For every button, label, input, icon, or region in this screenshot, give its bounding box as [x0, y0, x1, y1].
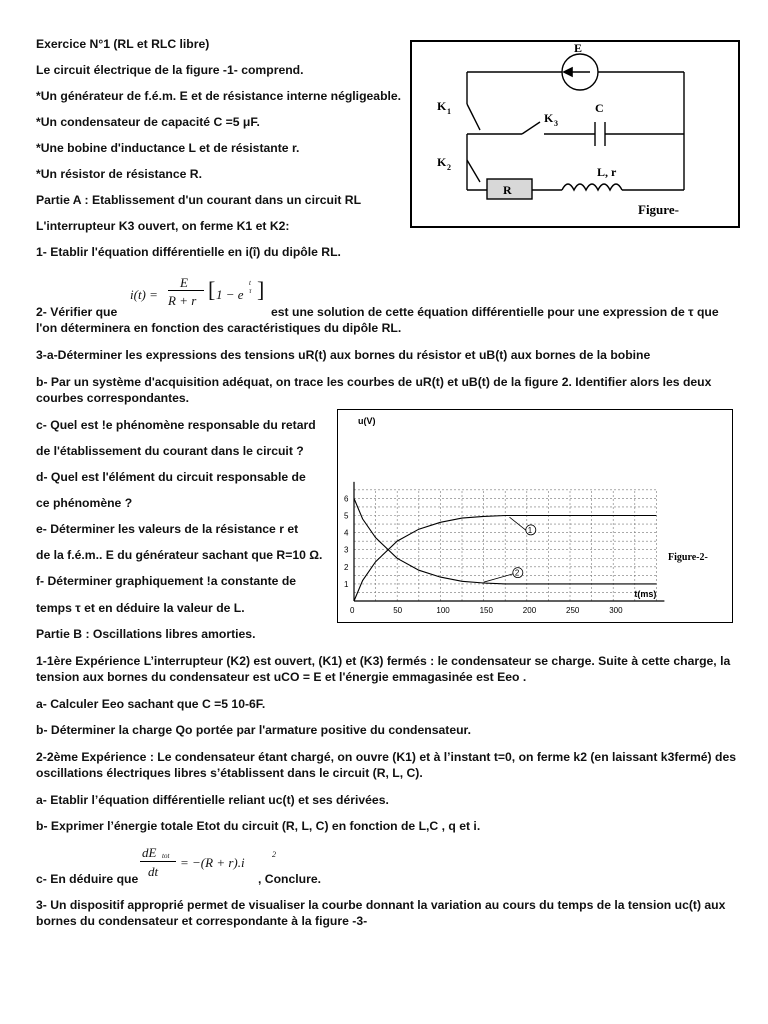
y-tick-label: 1 [344, 579, 349, 589]
text-line: temps τ et en déduire la valeur de L. [36, 601, 245, 615]
y-tick-label: 4 [344, 528, 349, 538]
svg-text:3: 3 [554, 119, 558, 128]
text-line: c- En déduire que [36, 872, 139, 886]
svg-text:2: 2 [447, 163, 451, 172]
text-line: d- Quel est l'élément du circuit responsable de [36, 470, 306, 484]
marker-label: 1 [527, 525, 533, 535]
text-line: l'on déterminera en fonction des caractéristiques du dipôle RL. [36, 321, 402, 335]
text-line: f- Déterminer graphiquement !a constante de [36, 574, 297, 588]
text-line: b- Exprimer l’énergie totale Etot du circuit (R, L, C) en fonction de L,C , q et i. [36, 819, 481, 833]
circuit-figure [410, 40, 740, 228]
x-tick-label: 50 [393, 606, 403, 615]
uR-uB-chart [338, 410, 732, 622]
text-line: oscillations électriques libres s’établissent dans le circuit (R, L, C). [36, 766, 423, 780]
label-R: R [503, 183, 512, 197]
label-C: C [595, 101, 604, 115]
text-line: *Un générateur de f.é.m. E et de résistance interne négligeable. [36, 89, 402, 103]
text-line: *Un résistor de résistance R. [36, 167, 202, 181]
text-line: de l'établissement du courant dans le circuit ? [36, 444, 304, 458]
label-K2: K [437, 155, 447, 169]
text-line: 3-a-Déterminer les expressions des tensions uR(t) aux bornes du résistor et uB(t) aux bornes de la bobine [36, 348, 651, 362]
text-line: L'interrupteur K3 ouvert, on ferme K1 et K2: [36, 219, 290, 233]
marker-label: 2 [514, 568, 520, 578]
label-K3: K [544, 111, 554, 125]
text-line: b- Par un système d'acquisition adéquat, on trace les courbes de uR(t) et uB(t) de la figure 2. Identifier alors les deux [36, 375, 712, 389]
text-line: b- Déterminer la charge Qo portée par l'armature positive du condensateur. [36, 723, 471, 737]
text-line: 1- Etablir l'équation différentielle en i(î) du dipôle RL. [36, 245, 341, 259]
text-line: , Conclure. [258, 872, 321, 886]
text-line: tension aux bornes du condensateur est uCO = E et l'énergie emmagasinée est Eeo . [36, 670, 527, 684]
text-line: 3- Un dispositif approprié permet de visualiser la courbe donnant la variation au cours du temps de la tension uc(t) aux [36, 898, 726, 912]
x-tick-label: 300 [609, 606, 623, 615]
text-line: a- Calculer Eeo sachant que C =5 10-6F. [36, 697, 266, 711]
circuit-diagram [412, 42, 738, 226]
y-tick-label: 6 [344, 494, 349, 504]
x-tick-label: 0 [350, 606, 355, 615]
marker-arrow [510, 517, 527, 531]
text-line: Le circuit électrique de la figure -1- comprend. [36, 63, 304, 77]
label-Lr: L, r [597, 165, 617, 179]
svg-text:1: 1 [447, 107, 451, 116]
chart-figure [337, 409, 733, 623]
text-line: c- Quel est !e phénomène responsable du retard [36, 418, 316, 432]
energy-equation: dE tot dt = −(R + r).i 2 [142, 845, 276, 879]
x-tick-label: 200 [522, 606, 537, 615]
exercise-title: Exercice N°1 (RL et RLC libre) [36, 37, 210, 51]
text-line: courbes correspondantes. [36, 391, 190, 405]
text-line: ce phénomène ? [36, 496, 133, 510]
x-tick-label: 250 [566, 606, 580, 615]
y-axis-label: u(V) [358, 416, 376, 426]
current-equation: i(t) = E R + r [ 1 − e t τ ] [130, 275, 265, 308]
x-axis-label: t(ms) [634, 589, 657, 599]
y-tick-label: 3 [344, 545, 349, 555]
text-line: bornes du condensateur et correspondante à la figure -3- [36, 914, 368, 928]
text-line: 2- Vérifier que [36, 305, 118, 319]
text-line: de la f.é.m.. E du générateur sachant que R=10 Ω. [36, 548, 323, 562]
section-heading: Partie A : Etablissement d'un courant dans un circuit RL [36, 193, 362, 207]
text-line: *Une bobine d'inductance L et de résistante r. [36, 141, 300, 155]
y-tick-label: 2 [344, 562, 349, 572]
label-E: E [574, 42, 583, 55]
text-line: 2-2ème Expérience : Le condensateur étant chargé, on ouvre (K1) et à l’instant t=0, on ferme k2 (en laissant k3fermé) des [36, 750, 737, 764]
label-K1: K [437, 99, 447, 113]
figure1-caption: Figure- [638, 202, 679, 217]
text-line: a- Etablir l’équation différentielle reliant uc(t) et ses dérivées. [36, 793, 389, 807]
text-line: e- Déterminer les valeurs de la résistance r et [36, 522, 299, 536]
text-line: *Un condensateur de capacité C =5 μF. [36, 115, 260, 129]
y-tick-label: 5 [344, 511, 349, 521]
figure2-caption: Figure-2- [668, 552, 708, 563]
x-tick-label: 100 [436, 606, 450, 615]
text-line: 1-1ère Expérience L’interrupteur (K2) est ouvert, (K1) et (K3) fermés : le condensateur se charge. Suite à cette charge, la [36, 654, 731, 668]
x-tick-label: 150 [479, 606, 493, 615]
text-line: est une solution de cette équation différentielle pour une expression de τ que [271, 305, 719, 319]
section-heading: Partie B : Oscillations libres amorties. [36, 627, 256, 641]
marker-arrow [484, 574, 514, 583]
